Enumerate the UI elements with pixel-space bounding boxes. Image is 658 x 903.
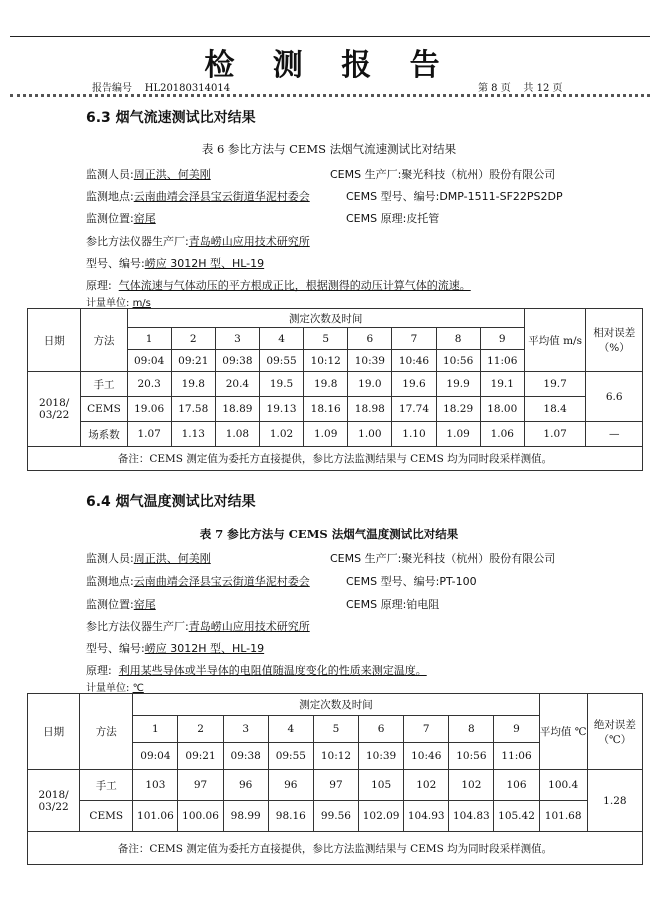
page-info: 第 8 页 共 12 页 bbox=[478, 83, 563, 94]
t6-value-cell: 1.00 bbox=[348, 422, 392, 447]
t7-num-cell: 9 bbox=[494, 716, 539, 743]
s2-personnel bbox=[86, 550, 284, 566]
t7-time-cell: 09:04 bbox=[133, 743, 178, 770]
t6-value-cell: 1.09 bbox=[304, 422, 348, 447]
t6-value-cell: 17.74 bbox=[392, 397, 436, 422]
s2-site-label: 监测地点: bbox=[86, 575, 134, 588]
s1-position-value: 窑尾 bbox=[133, 212, 156, 225]
t7-num-cell: 8 bbox=[449, 716, 494, 743]
t6-time-cell: 10:46 bbox=[392, 350, 436, 372]
s1-cems-principle-value: 皮托管 bbox=[406, 212, 440, 225]
t6-err-cell: 6.6 bbox=[586, 372, 643, 422]
s1-cems-maker bbox=[330, 166, 555, 182]
t6-time-cell: 09:21 bbox=[171, 350, 215, 372]
s2-position bbox=[86, 596, 244, 612]
s2-unit bbox=[86, 679, 144, 694]
t6-avg-cell: 1.07 bbox=[524, 422, 586, 447]
s2-cems-maker bbox=[330, 550, 555, 566]
t7-value-cell: 99.56 bbox=[313, 801, 358, 832]
report-no-value: HL20180314014 bbox=[144, 83, 231, 94]
s2-principle-label: 原理: bbox=[86, 664, 112, 677]
s1-personnel-value: 周正洪、何美刚 bbox=[133, 168, 211, 181]
t7-time-cell: 10:46 bbox=[404, 743, 449, 770]
s1-ref-maker-label: 参比方法仪器生产厂: bbox=[86, 235, 189, 248]
t7-col-date: 日期 bbox=[28, 694, 80, 770]
t7-time-cell: 10:56 bbox=[449, 743, 494, 770]
s2-principle bbox=[86, 662, 427, 678]
t6-num-cell: 6 bbox=[348, 328, 392, 350]
table6 bbox=[27, 308, 643, 471]
s1-personnel bbox=[86, 166, 284, 182]
t6-value-cell: 19.8 bbox=[304, 372, 348, 397]
t7-col-err: 绝对误差（℃） bbox=[587, 694, 642, 770]
s2-cems-maker-value: 聚光科技（杭州）股份有限公司 bbox=[401, 552, 556, 565]
t7-value-cell: 105.42 bbox=[494, 801, 539, 832]
s1-principle-value: 气体流速与气体动压的平方根成正比，根据测得的动压计算气体的流速。 bbox=[118, 279, 471, 292]
s2-cems-principle-value: 铂电阻 bbox=[406, 598, 440, 611]
s2-cems-model-value: PT-100 bbox=[439, 575, 477, 588]
t6-num-cell: 1 bbox=[127, 328, 171, 350]
t6-time-cell: 09:55 bbox=[259, 350, 303, 372]
t6-col-err: 相对误差（%） bbox=[586, 309, 643, 372]
t7-time-cell: 09:38 bbox=[223, 743, 268, 770]
t7-value-cell: 101.06 bbox=[133, 801, 178, 832]
s1-position bbox=[86, 210, 244, 226]
t7-value-cell: 106 bbox=[494, 770, 539, 801]
t6-num-cell: 5 bbox=[304, 328, 348, 350]
t6-date: 2018/ 03/22 bbox=[28, 372, 81, 447]
t7-value-cell: 104.93 bbox=[404, 801, 449, 832]
t7-value-cell: 105 bbox=[359, 770, 404, 801]
t7-method-cell: 手工 bbox=[80, 770, 133, 801]
s1-personnel-label: 监测人员: bbox=[86, 168, 134, 181]
t7-avg-cell: 100.4 bbox=[539, 770, 587, 801]
s1-model-value: 崂应 3012H 型、HL-19 bbox=[144, 257, 265, 270]
t7-time-cell: 10:12 bbox=[313, 743, 358, 770]
s2-site-value: 云南曲靖会泽县宝云街道华泥村委会 bbox=[133, 575, 310, 588]
t6-value-cell: 19.8 bbox=[171, 372, 215, 397]
t6-value-cell: 20.3 bbox=[127, 372, 171, 397]
t6-value-cell: 1.02 bbox=[259, 422, 303, 447]
t6-avg-cell: 18.4 bbox=[524, 397, 586, 422]
t6-value-cell: 19.1 bbox=[480, 372, 524, 397]
s1-position-label: 监测位置: bbox=[86, 212, 134, 225]
t7-num-cell: 2 bbox=[178, 716, 223, 743]
t7-value-cell: 103 bbox=[133, 770, 178, 801]
t7-value-cell: 102 bbox=[404, 770, 449, 801]
t6-note: 备注：CEMS 测定值为委托方直接提供，参比方法监测结果与 CEMS 均为同时段采样测值。 bbox=[28, 447, 643, 471]
s1-cems-model bbox=[346, 188, 563, 204]
t7-num-cell: 5 bbox=[313, 716, 358, 743]
table-row bbox=[28, 422, 643, 447]
table-row bbox=[28, 397, 643, 422]
t7-err-cell: 1.28 bbox=[587, 770, 642, 832]
t6-num-cell: 4 bbox=[259, 328, 303, 350]
t7-method-cell: CEMS bbox=[80, 801, 133, 832]
t6-value-cell: 19.0 bbox=[348, 372, 392, 397]
t6-time-cell: 10:12 bbox=[304, 350, 348, 372]
t7-time-cell: 09:55 bbox=[268, 743, 313, 770]
t7-value-cell: 98.99 bbox=[223, 801, 268, 832]
t7-value-cell: 97 bbox=[313, 770, 358, 801]
t6-num-cell: 3 bbox=[215, 328, 259, 350]
s2-ref-maker-label: 参比方法仪器生产厂: bbox=[86, 620, 189, 633]
t7-num-cell: 1 bbox=[133, 716, 178, 743]
s1-cems-maker-label: CEMS 生产厂: bbox=[330, 168, 402, 181]
t6-col-group: 测定次数及时间 bbox=[127, 309, 524, 328]
t6-value-cell: 17.58 bbox=[171, 397, 215, 422]
header-rule-top bbox=[10, 36, 650, 37]
t7-value-cell: 104.83 bbox=[449, 801, 494, 832]
t6-value-cell: 1.13 bbox=[171, 422, 215, 447]
s1-site bbox=[86, 188, 310, 204]
s2-unit-value: ℃ bbox=[132, 683, 144, 694]
t7-col-method: 方法 bbox=[80, 694, 133, 770]
s2-personnel-label: 监测人员: bbox=[86, 552, 134, 565]
s1-ref-maker bbox=[86, 233, 310, 249]
t7-col-group: 测定次数及时间 bbox=[133, 694, 539, 716]
s1-unit-value: m/s bbox=[132, 298, 151, 309]
t6-value-cell: 19.5 bbox=[259, 372, 303, 397]
table-row bbox=[28, 372, 643, 397]
t7-num-cell: 6 bbox=[359, 716, 404, 743]
t7-value-cell: 96 bbox=[268, 770, 313, 801]
s2-cems-model-label: CEMS 型号、编号: bbox=[346, 575, 440, 588]
t6-value-cell: 1.10 bbox=[392, 422, 436, 447]
s2-cems-principle-label: CEMS 原理: bbox=[346, 598, 407, 611]
s2-personnel-value: 周正洪、何美刚 bbox=[133, 552, 211, 565]
s1-ref-maker-value: 青岛崂山应用技术研究所 bbox=[188, 235, 310, 248]
t6-time-cell: 09:38 bbox=[215, 350, 259, 372]
t7-value-cell: 100.06 bbox=[178, 801, 223, 832]
s2-model-value: 崂应 3012H 型、HL-19 bbox=[144, 642, 265, 655]
t6-time-cell: 10:39 bbox=[348, 350, 392, 372]
t6-value-cell: 18.16 bbox=[304, 397, 348, 422]
t6-method-cell: CEMS bbox=[81, 397, 127, 422]
s1-cems-maker-value: 聚光科技（杭州）股份有限公司 bbox=[401, 168, 556, 181]
t7-value-cell: 102.09 bbox=[359, 801, 404, 832]
t7-time-cell: 09:21 bbox=[178, 743, 223, 770]
t6-value-cell: 18.00 bbox=[480, 397, 524, 422]
t7-time-cell: 10:39 bbox=[359, 743, 404, 770]
t6-value-cell: 19.9 bbox=[436, 372, 480, 397]
t6-num-cell: 8 bbox=[436, 328, 480, 350]
t6-value-cell: 18.29 bbox=[436, 397, 480, 422]
t7-note: 备注：CEMS 测定值为委托方直接提供，参比方法监测结果与 CEMS 均为同时段采样测值。 bbox=[28, 832, 643, 865]
t6-avg-cell: 19.7 bbox=[524, 372, 586, 397]
table6-caption: 表 6 参比方法与 CEMS 法烟气流速测试比对结果 bbox=[201, 142, 457, 156]
s2-cems-principle bbox=[346, 596, 439, 612]
s2-model-label: 型号、编号: bbox=[86, 642, 145, 655]
s1-unit bbox=[86, 294, 151, 309]
t6-num-cell: 9 bbox=[480, 328, 524, 350]
t6-num-cell: 7 bbox=[392, 328, 436, 350]
t6-value-cell: 19.6 bbox=[392, 372, 436, 397]
t7-value-cell: 102 bbox=[449, 770, 494, 801]
t6-col-avg: 平均值 m/s bbox=[524, 309, 586, 372]
section-heading-6-3: 6.3 烟气流速测试比对结果 bbox=[86, 110, 256, 126]
t6-value-cell: 20.4 bbox=[215, 372, 259, 397]
s2-cems-maker-label: CEMS 生产厂: bbox=[330, 552, 402, 565]
t6-time-cell: 10:56 bbox=[436, 350, 480, 372]
t6-method-cell: 手工 bbox=[81, 372, 127, 397]
t6-value-cell: 19.13 bbox=[259, 397, 303, 422]
s1-unit-label: 计量单位: bbox=[86, 298, 130, 309]
t7-time-cell: 11:06 bbox=[494, 743, 539, 770]
s2-principle-value: 利用某些导体或半导体的电阻值随温度变化的性质来测定温度。 bbox=[118, 664, 427, 677]
section-heading-6-4: 6.4 烟气温度测试比对结果 bbox=[86, 494, 256, 510]
t6-num-cell: 2 bbox=[171, 328, 215, 350]
t7-value-cell: 98.16 bbox=[268, 801, 313, 832]
s1-cems-principle bbox=[346, 210, 439, 226]
t6-value-cell: 1.09 bbox=[436, 422, 480, 447]
table-row bbox=[28, 770, 643, 801]
s1-cems-model-label: CEMS 型号、编号: bbox=[346, 190, 440, 203]
report-no-label: 报告编号 bbox=[92, 83, 132, 94]
s2-ref-maker bbox=[86, 618, 310, 634]
t7-avg-cell: 101.68 bbox=[539, 801, 587, 832]
t6-time-cell: 09:04 bbox=[127, 350, 171, 372]
t6-col-method: 方法 bbox=[81, 309, 127, 372]
t7-num-cell: 3 bbox=[223, 716, 268, 743]
t7-num-cell: 4 bbox=[268, 716, 313, 743]
t6-value-cell: 1.07 bbox=[127, 422, 171, 447]
s2-ref-maker-value: 青岛崂山应用技术研究所 bbox=[188, 620, 310, 633]
s2-position-label: 监测位置: bbox=[86, 598, 134, 611]
t6-value-cell: 19.06 bbox=[127, 397, 171, 422]
s1-cems-principle-label: CEMS 原理: bbox=[346, 212, 407, 225]
t6-value-cell: 18.98 bbox=[348, 397, 392, 422]
t7-value-cell: 97 bbox=[178, 770, 223, 801]
s1-model bbox=[86, 255, 264, 271]
s2-model bbox=[86, 640, 264, 656]
s2-site bbox=[86, 573, 310, 589]
t6-value-cell: 1.08 bbox=[215, 422, 259, 447]
t7-date: 2018/ 03/22 bbox=[28, 770, 80, 832]
t6-value-cell: 18.89 bbox=[215, 397, 259, 422]
t6-value-cell: 1.06 bbox=[480, 422, 524, 447]
t6-col-date: 日期 bbox=[28, 309, 81, 372]
t6-err-dash-cell: — bbox=[586, 422, 643, 447]
s1-principle bbox=[86, 277, 471, 293]
s1-principle-label: 原理: bbox=[86, 279, 112, 292]
s1-cems-model-value: DMP-1511-SF22PS2DP bbox=[439, 190, 563, 203]
report-no bbox=[92, 79, 230, 94]
header-dotted-rule bbox=[10, 94, 650, 97]
s1-model-label: 型号、编号: bbox=[86, 257, 145, 270]
s2-cems-model bbox=[346, 573, 477, 589]
table7-caption: 表 7 参比方法与 CEMS 法烟气温度测试比对结果 bbox=[199, 527, 459, 541]
s2-unit-label: 计量单位: bbox=[86, 683, 130, 694]
t7-num-cell: 7 bbox=[404, 716, 449, 743]
t6-time-cell: 11:06 bbox=[480, 350, 524, 372]
s2-position-value: 窑尾 bbox=[133, 598, 156, 611]
table7 bbox=[27, 693, 643, 865]
s1-site-label: 监测地点: bbox=[86, 190, 134, 203]
t7-col-avg: 平均值 ℃ bbox=[539, 694, 587, 770]
t6-method-cell: 场系数 bbox=[81, 422, 127, 447]
s1-site-value: 云南曲靖会泽县宝云街道华泥村委会 bbox=[133, 190, 310, 203]
table-row bbox=[28, 801, 643, 832]
page-title: 检 测 报 告 bbox=[204, 48, 454, 83]
t7-value-cell: 96 bbox=[223, 770, 268, 801]
